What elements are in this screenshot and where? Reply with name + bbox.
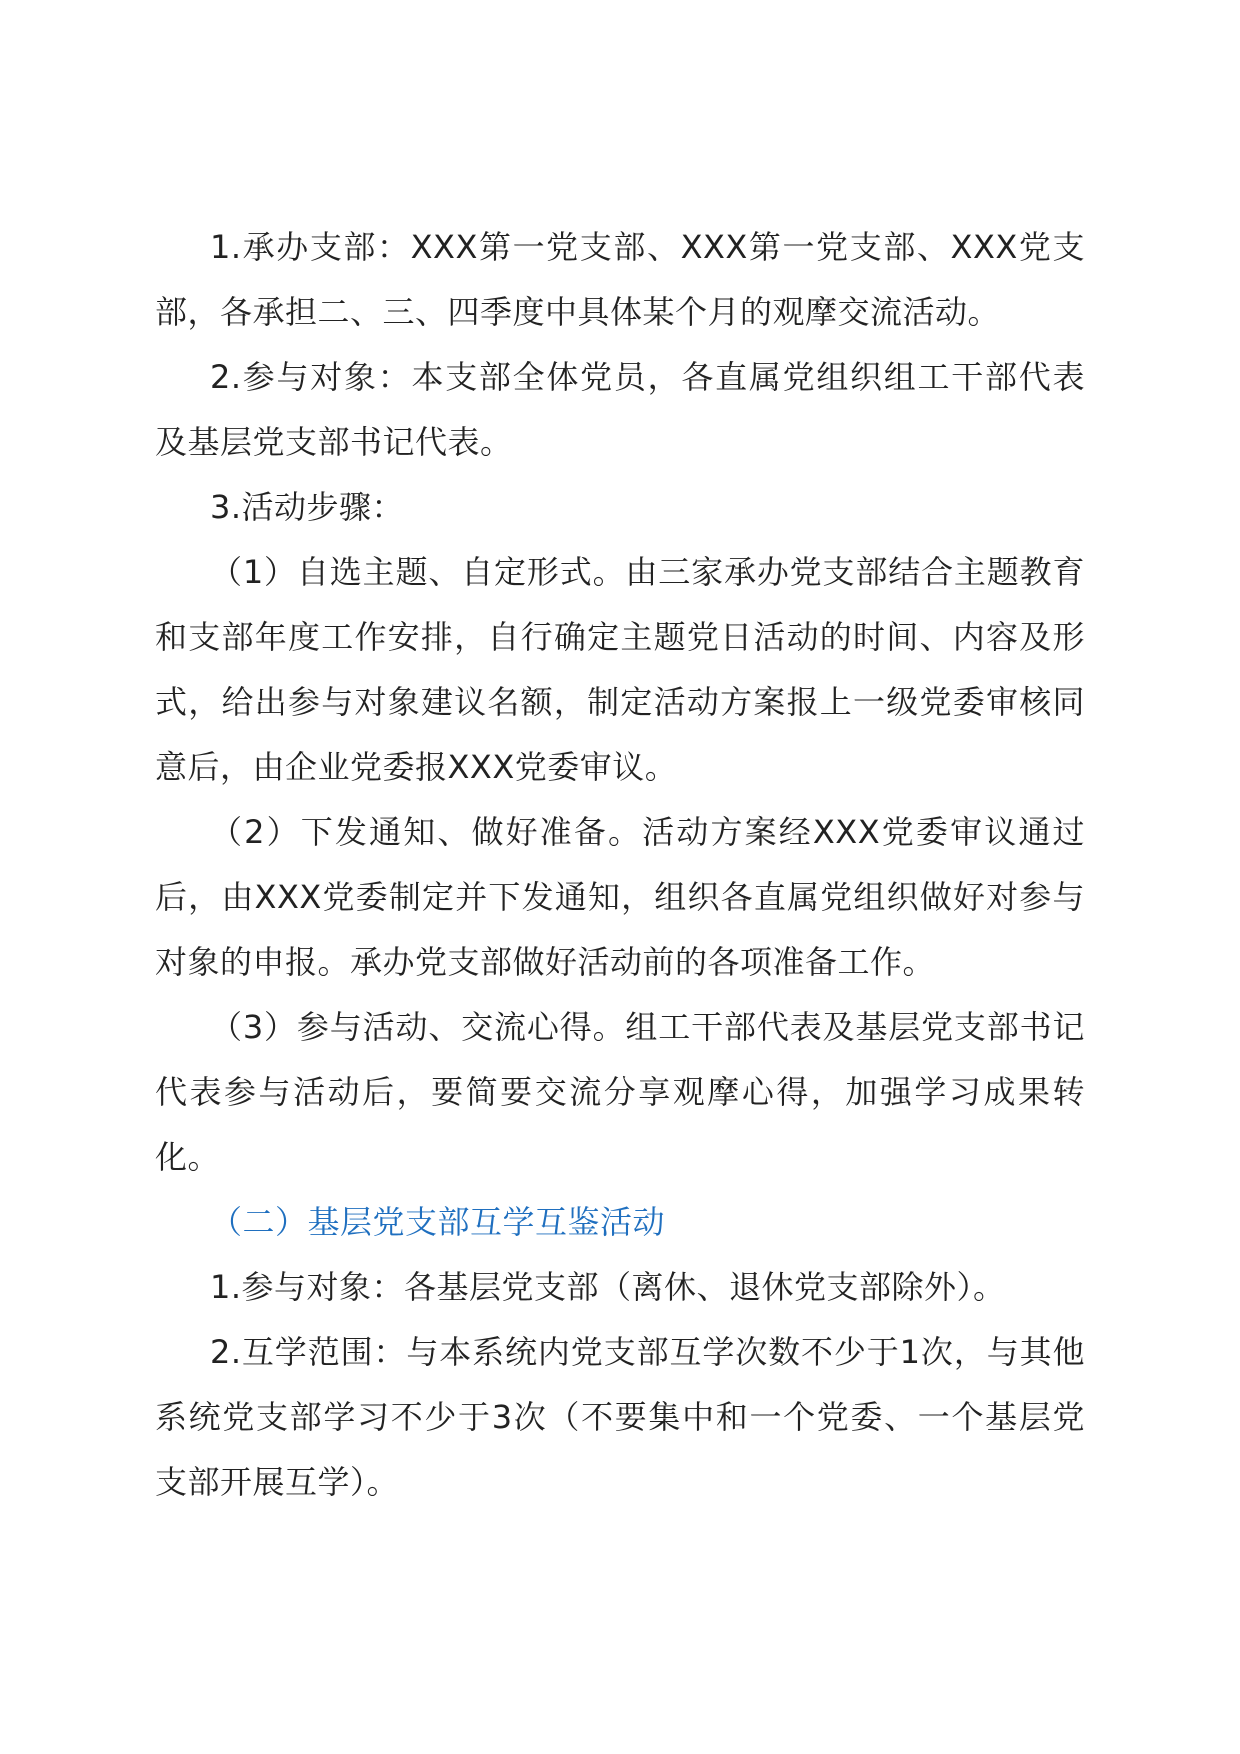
- paragraph-participants: 2.参与对象：本支部全体党员，各直属党组织组工干部代表及基层党支部书记代表。: [155, 358, 1085, 461]
- document-body: [155, 215, 1085, 1515]
- paragraph-step-2: （2）下发通知、做好准备。活动方案经XXX党委审议通过后，由XXX党委制定并下发通知，组织各直属党组织做好对参与对象的申报。承办党支部做好活动前的各项准备工作。: [155, 813, 1085, 981]
- paragraph-step-3: （3）参与活动、交流心得。组工干部代表及基层党支部书记代表参与活动后，要简要交流分享观摩心得，加强学习成果转化。: [155, 1008, 1085, 1176]
- paragraph-activity-steps: 3.活动步骤：: [210, 488, 405, 526]
- paragraph-section-scope: 2.互学范围：与本系统内党支部互学次数不少于1次，与其他系统党支部学习不少于3次（不要集中和一个党委、一个基层党支部开展互学）。: [155, 1333, 1085, 1501]
- paragraph-section-participants: 1.参与对象：各基层党支部（离休、退休党支部除外）。: [210, 1268, 1006, 1306]
- paragraph-host-branch: 1.承办支部：XXX第一党支部、XXX第一党支部、XXX党支部，各承担二、三、四季度中具体某个月的观摩交流活动。: [155, 228, 1085, 331]
- paragraph-step-1: （1）自选主题、自定形式。由三家承办党支部结合主题教育和支部年度工作安排，自行确定主题党日活动的时间、内容及形式，给出参与对象建议名额，制定活动方案报上一级党委审核同意后，由企业党委报XXX党委审议。: [155, 553, 1085, 786]
- section-heading: （二）基层党支部互学互鉴活动: [210, 1203, 666, 1241]
